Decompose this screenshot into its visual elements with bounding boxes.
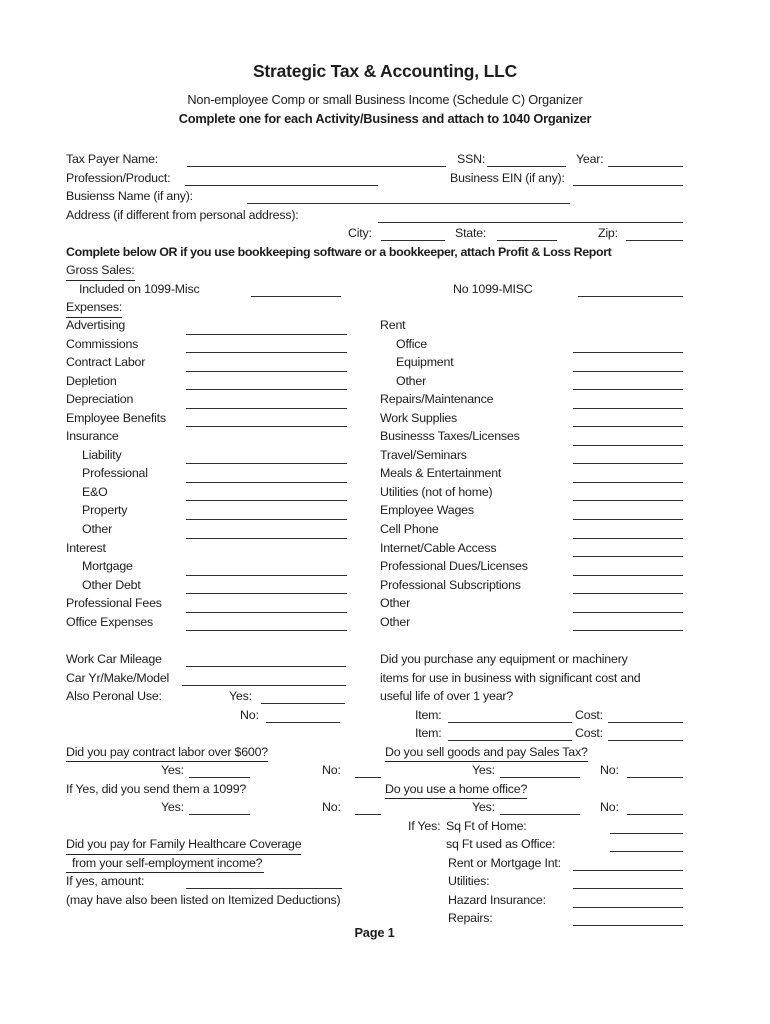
expense-amount-line[interactable] [573,356,683,372]
ssn-label: SSN: [457,152,486,166]
personal-use-yes-label: Yes: [229,689,252,703]
sales-tax-no-label: No: [600,763,619,777]
expense-amount-line[interactable] [186,560,347,576]
expenses-heading: Expenses: [66,298,122,318]
expense-row [66,501,348,520]
expense-row [66,483,348,502]
expense-label: Liability [82,447,122,462]
expense-label: Professional Subscriptions [380,577,521,592]
sq-ft-office-line[interactable] [610,835,683,852]
ssn-line[interactable] [487,150,566,167]
send-1099-yes-line[interactable] [189,798,250,815]
expense-row [380,316,683,335]
expense-row [66,613,348,632]
included-1099-label: Included on 1099-Misc [79,281,200,296]
contract-labor-no-label: No: [322,763,341,777]
home-office-question: Do you use a home office? [385,780,527,800]
expense-row [380,483,683,502]
expense-label: Contract Labor [66,355,146,370]
sales-tax-question: Do you sell goods and pay Sales Tax? [385,743,588,763]
address-line[interactable] [378,206,683,223]
expense-label: Professional Dues/Licenses [380,559,528,574]
rent-mortgage-line[interactable] [573,854,683,871]
expense-label: Cell Phone [380,522,439,537]
healthcare-amount-label: If yes, amount: [66,874,145,888]
expense-row [66,335,348,354]
expense-row [380,372,683,391]
expense-row [380,409,683,428]
expense-label: Work Supplies [380,410,458,425]
expense-row [66,520,348,539]
expense-label: Internet/Cable Access [380,540,497,555]
cost2-label: Cost: [575,726,603,740]
expense-label: Depreciation [66,392,134,407]
equipment-question-line3: useful life of over 1 year? [380,689,514,703]
expense-label: Equipment [396,355,454,370]
no-1099-line[interactable] [578,280,683,297]
contract-labor-yes-line[interactable] [189,761,250,778]
expense-amount-line[interactable] [186,597,347,613]
item1-label: Item: [415,707,442,722]
send-1099-yes-label: Yes: [161,800,184,814]
expense-row [66,390,348,409]
home-office-yes-line[interactable] [500,798,580,815]
contract-labor-no-line[interactable] [355,761,381,778]
expense-label: Meals & Entertainment [380,466,502,481]
expense-amount-line[interactable] [573,541,683,557]
expense-amount-line[interactable] [186,337,347,353]
expense-amount-line[interactable] [573,597,683,613]
document-instruction: Complete one for each Activity/Business and attach to 1040 Organizer [178,111,592,126]
expense-amount-line[interactable] [573,337,683,353]
expense-amount-line[interactable] [186,504,347,520]
no-1099-label: No 1099-MISC [453,281,533,296]
expense-row [380,446,683,465]
expense-amount-line[interactable] [573,615,683,631]
hazard-insurance-line[interactable] [573,891,683,908]
expense-amount-line[interactable] [186,356,347,372]
hazard-insurance-label: Hazard Insurance: [448,892,546,907]
expense-row [66,464,348,483]
personal-use-label: Also Peronal Use: [66,689,162,703]
item2-label: Item: [415,726,442,740]
personal-use-no-label: No: [240,707,259,722]
cost2-line[interactable] [608,724,683,741]
expense-row [66,409,348,428]
expense-amount-line[interactable] [186,393,347,409]
healthcare-note: (may have also been listed on Itemized Deductions) [66,892,341,907]
home-office-if-yes-label: If Yes: [408,818,441,833]
gross-sales-heading: Gross Sales: [66,261,135,281]
home-office-no-line[interactable] [627,798,683,815]
expense-label: Other Debt [82,577,141,592]
expense-amount-line[interactable] [573,560,683,576]
healthcare-amount-line[interactable] [186,872,342,889]
expense-label: Depletion [66,373,117,388]
repairs-label: Repairs: [448,911,493,925]
expense-amount-line[interactable] [186,485,347,501]
expense-label: Businesss Taxes/Licenses [380,429,520,444]
expense-label: Commissions [66,336,139,351]
expenses-right-column [380,316,683,631]
expense-amount-line[interactable] [573,485,683,501]
expense-amount-line[interactable] [186,615,347,631]
expense-row [380,613,683,632]
expense-amount-line[interactable] [186,448,347,464]
healthcare-question-line1: Did you pay for Family Healthcare Coverage [66,835,301,855]
document-subtitle: Non-employee Comp or small Business Income (Schedule C) Organizer [187,92,583,107]
item1-line[interactable] [448,706,572,723]
work-car-mileage-line[interactable] [186,650,346,667]
car-yr-make-model-line[interactable] [182,669,346,686]
expense-amount-line[interactable] [573,393,683,409]
personal-use-no-line[interactable] [266,706,340,723]
expense-row [66,576,348,595]
contract-labor-yes-label: Yes: [161,763,184,777]
company-title: Strategic Tax & Accounting, LLC [252,61,518,81]
expense-row [380,539,683,558]
expense-row [380,520,683,539]
expense-label: Utilities (not of home) [380,484,493,499]
work-car-mileage-label: Work Car Mileage [66,652,162,666]
expense-label: Travel/Seminars [380,447,467,462]
expense-row [66,427,348,446]
expense-row [380,557,683,576]
expense-amount-line[interactable] [186,411,347,427]
expense-row [380,501,683,520]
expense-amount-line[interactable] [573,467,683,483]
expense-label: Other [380,596,410,611]
bookkeeping-note: Complete below OR if you use bookkeeping software or a bookkeeper, attach Profit & Loss Report [66,244,612,259]
expense-label: E&O [82,484,108,499]
business-name-label: Busienss Name (if any): [66,189,193,203]
state-label: State: [455,226,487,240]
expense-amount-line[interactable] [186,374,347,390]
expense-row [66,539,348,558]
profession-line[interactable] [185,169,378,186]
page-number: Page 1 [354,925,395,940]
city-line[interactable] [381,224,445,241]
taxpayer-name-label: Tax Payer Name: [66,152,159,166]
personal-use-yes-line[interactable] [261,687,345,704]
expense-label: Rent [380,318,406,332]
expense-label: Employee Benefits [66,410,166,425]
sq-ft-home-label: Sq Ft of Home: [446,818,527,833]
expense-label: Interest [66,540,106,555]
expense-amount-line[interactable] [573,411,683,427]
car-yr-make-model-label: Car Yr/Make/Model [66,670,170,685]
expense-row [380,353,683,372]
expense-row [66,594,348,613]
expense-label: Other [396,373,426,388]
expense-amount-line[interactable] [573,504,683,520]
send-1099-question: If Yes, did you send them a 1099? [66,781,247,796]
expense-label: Mortgage [82,559,133,574]
expense-amount-line[interactable] [573,523,683,539]
address-label: Address (if different from personal address): [66,207,299,222]
expense-amount-line[interactable] [186,523,347,539]
cost1-line[interactable] [608,706,683,723]
utilities-line[interactable] [573,872,683,889]
expense-row [380,594,683,613]
home-office-yes-label: Yes: [472,800,495,814]
year-label: Year: [576,152,604,166]
item2-line[interactable] [448,724,572,741]
expense-label: Employee Wages [380,503,474,518]
year-line[interactable] [608,150,683,167]
state-line[interactable] [497,224,557,241]
profession-label: Profession/Product: [66,170,171,185]
expense-row [380,427,683,446]
send-1099-no-label: No: [322,800,341,814]
expense-amount-line[interactable] [186,319,347,335]
expense-amount-line[interactable] [573,448,683,464]
included-1099-line[interactable] [251,280,341,297]
expense-amount-line[interactable] [573,578,683,594]
contract-labor-question: Did you pay contract labor over $600? [66,743,268,763]
expense-label: Office [396,336,427,351]
sales-tax-yes-line[interactable] [500,761,580,778]
equipment-question-line2: items for use in business with significant cost and [380,670,641,685]
zip-line[interactable] [626,224,683,241]
cost1-label: Cost: [575,707,603,722]
taxpayer-name-line[interactable] [187,150,446,167]
expense-label: Other [380,614,410,629]
expense-row [66,353,348,372]
business-name-line[interactable] [247,187,570,204]
utilities-label: Utilities: [448,874,490,888]
expense-label: Other [82,522,112,537]
expense-label: Advertising [66,318,126,332]
sq-ft-home-line[interactable] [610,817,683,834]
expense-amount-line[interactable] [573,430,683,446]
expense-label: Repairs/Maintenance [380,392,494,407]
send-1099-no-line[interactable] [355,798,381,815]
expense-row [380,335,683,354]
home-office-no-label: No: [600,800,619,814]
expense-label: Professional Fees [66,596,162,611]
sales-tax-no-line[interactable] [627,761,683,778]
expense-amount-line[interactable] [186,467,347,483]
expense-row [66,557,348,576]
expense-amount-line[interactable] [573,374,683,390]
expenses-left-column [66,316,348,631]
expense-row [66,316,348,335]
zip-label: Zip: [598,226,618,240]
equipment-question-line1: Did you purchase any equipment or machinery [380,652,628,666]
expense-label: Property [82,503,128,518]
expense-row [66,372,348,391]
city-label: City: [348,226,372,240]
expense-row [380,576,683,595]
expense-row [380,464,683,483]
business-ein-label: Business EIN (if any): [450,170,565,185]
expense-row [66,446,348,465]
sq-ft-office-label: sq Ft used as Office: [446,837,556,851]
rent-mortgage-label: Rent or Mortgage Int: [448,855,561,870]
expense-label: Insurance [66,429,119,444]
healthcare-question-line2: from your self-employment income? [66,854,264,874]
expense-row [380,390,683,409]
business-ein-line[interactable] [573,169,683,186]
expense-label: Professional [82,466,148,481]
sales-tax-yes-label: Yes: [472,763,495,777]
expense-label: Office Expenses [66,614,153,629]
expense-amount-line[interactable] [186,578,347,594]
